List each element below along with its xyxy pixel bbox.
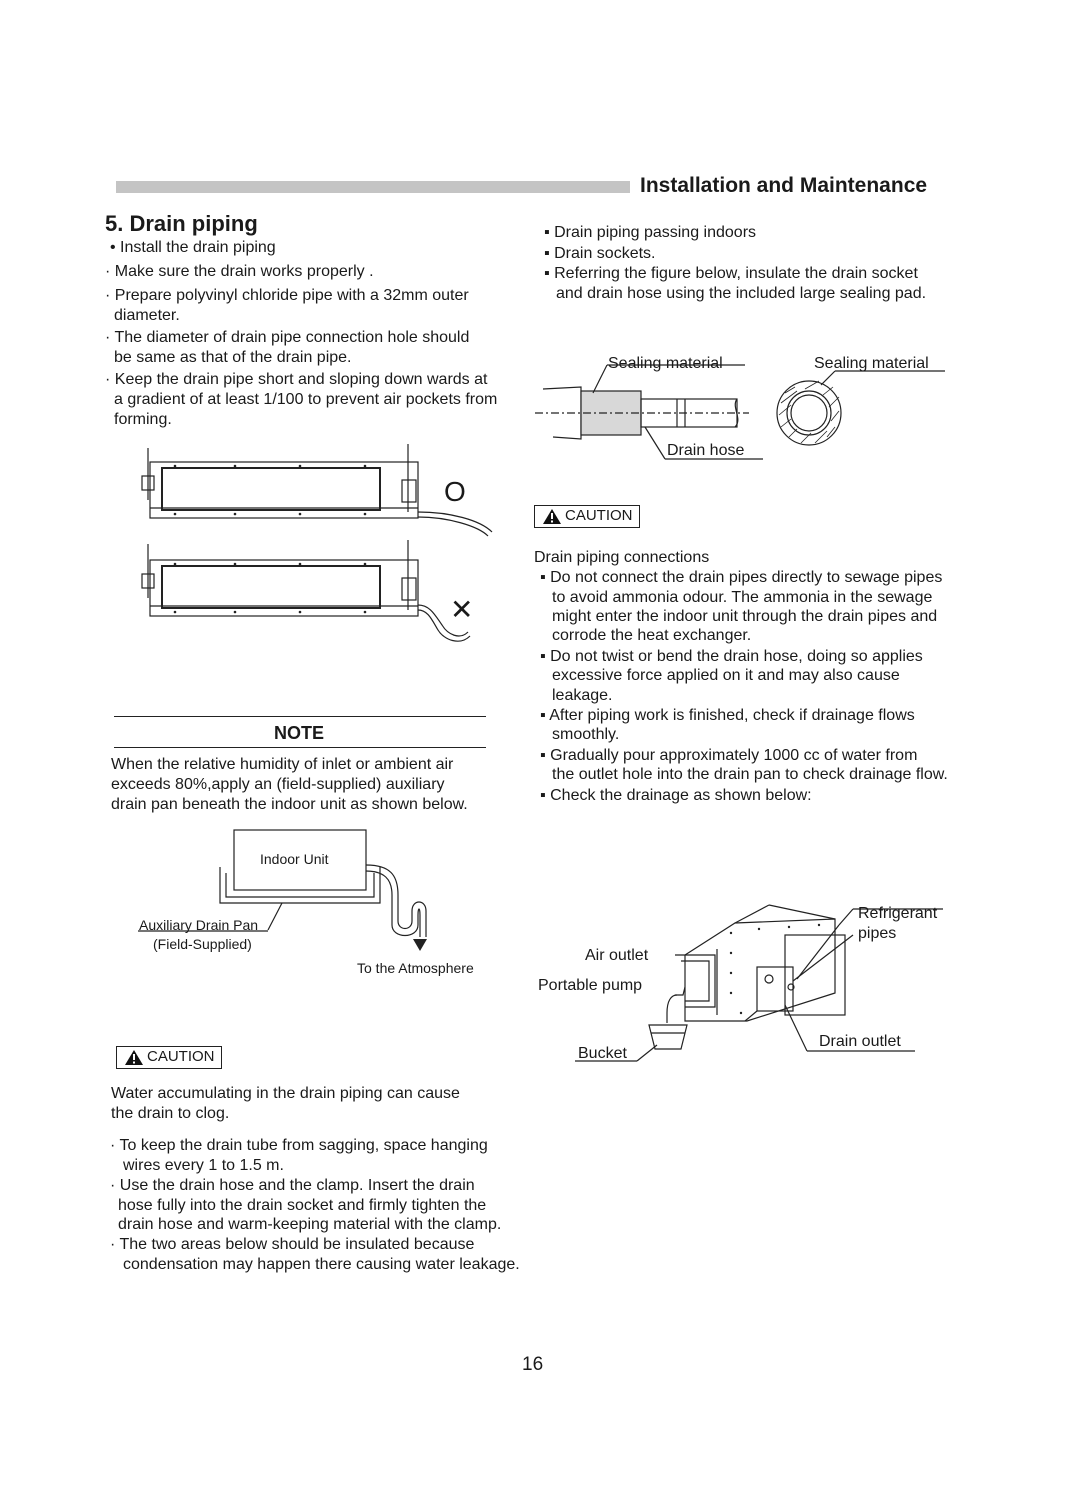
note-title: NOTE (274, 723, 325, 743)
caution-left-item-1: · To keep the drain tube from sagging, space hanging (110, 1137, 488, 1154)
caution-right-item-1c: might enter the indoor unit through the drain pipes and (552, 608, 938, 625)
atmosphere-label: To the Atmosphere (357, 960, 474, 976)
caution-right-item-4b: the outlet hole into the drain pan to check drainage flow. (552, 766, 948, 783)
left-item-1: • Install the drain piping (110, 239, 276, 256)
caution-left-item-3b: condensation may happen there causing water leakage. (123, 1256, 520, 1273)
left-item-4b: be same as that of the drain pipe. (114, 349, 352, 366)
note-rule-top (114, 716, 486, 717)
caution-left-item-1b: wires every 1 to 1.5 m. (123, 1157, 284, 1174)
left-item-5b: a gradient of at least 1/100 to prevent air pockets from (114, 391, 498, 408)
note-line-3: drain pan beneath the indoor unit as shown below. (111, 796, 468, 813)
ok-symbol: O (444, 476, 466, 507)
caution-left-intro-2: the drain to clog. (111, 1105, 230, 1122)
left-item-2: · Make sure the drain works properly . (105, 263, 374, 280)
caution-right-item-1d: corrode the heat exchanger. (552, 627, 752, 644)
caution-left-item-2c: drain hose and warm-keeping material with the clamp. (118, 1216, 502, 1233)
right-item-3b: and drain hose using the included large sealing pad. (556, 285, 927, 302)
warning-icon (543, 509, 561, 524)
bucket-label: Bucket (578, 1045, 627, 1062)
drain-slope-figure (130, 440, 500, 650)
note-line-2: exceeds 80%,apply an (field-supplied) auxiliary (111, 776, 445, 793)
right-item-1: ▪ Drain piping passing indoors (544, 224, 757, 241)
caution-right-item-2: ▪ Do not twist or bend the drain hose, doing so applies (540, 648, 923, 665)
left-item-5c: forming. (114, 411, 172, 428)
section-title: 5. Drain piping (105, 211, 258, 236)
ng-symbol: ✕ (450, 594, 474, 625)
right-item-3: ▪ Referring the figure below, insulate the drain socket (544, 265, 918, 282)
aux-pan-label: Auxiliary Drain Pan (139, 917, 259, 933)
caution-right-item-1b: to avoid ammonia odour. The ammonia in the sewage (552, 589, 933, 606)
note-line-1: When the relative humidity of inlet or ambient air (111, 756, 454, 773)
caution-badge-right (534, 505, 640, 528)
indoor-unit-label: Indoor Unit (260, 851, 329, 867)
air-outlet-label: Air outlet (585, 947, 649, 964)
page-number: 16 (522, 1354, 544, 1375)
caution-right-heading: Drain piping connections (534, 549, 710, 566)
refrigerant-label: Refrigerant (858, 905, 938, 922)
drain-outlet-label: Drain outlet (819, 1033, 901, 1050)
header-bar (116, 181, 630, 193)
caution-right-item-2b: excessive force applied on it and may also cause (552, 667, 900, 684)
header-title: Installation and Maintenance (640, 174, 928, 197)
left-item-5: · Keep the drain pipe short and sloping down wards at (105, 371, 488, 388)
portable-pump-label: Portable pump (538, 977, 643, 994)
left-item-4: · The diameter of drain pipe connection hole should (105, 329, 470, 346)
left-item-3: · Prepare polyvinyl chloride pipe with a 32mm outer (105, 287, 469, 304)
warning-icon (125, 1050, 143, 1065)
note-rule-bottom (114, 747, 486, 748)
caution-right-item-5: ▪ Check the drainage as shown below: (540, 787, 812, 804)
caution-label-left: CAUTION (147, 1048, 215, 1065)
sealing-material-label-1: Sealing material (608, 355, 723, 372)
pipes-label: pipes (858, 925, 897, 942)
sealing-material-label-2: Sealing material (814, 355, 929, 372)
caution-left-intro-1: Water accumulating in the drain piping can cause (111, 1085, 460, 1102)
caution-left-item-2: · Use the drain hose and the clamp. Insert the drain (110, 1177, 475, 1194)
right-item-2: ▪ Drain sockets. (544, 245, 656, 262)
caution-right-item-3b: smoothly. (552, 726, 620, 743)
caution-badge-left (116, 1046, 222, 1069)
field-supplied-label: (Field-Supplied) (153, 936, 252, 952)
left-item-3b: diameter. (114, 307, 180, 324)
caution-label-right: CAUTION (565, 507, 633, 524)
caution-left-item-2b: hose fully into the drain socket and firmly tighten the (118, 1197, 487, 1214)
caution-right-item-2c: leakage. (552, 687, 613, 704)
caution-left-item-3: · The two areas below should be insulated because (110, 1236, 475, 1253)
drain-hose-label: Drain hose (667, 442, 745, 459)
caution-right-item-1: ▪ Do not connect the drain pipes directly to sewage pipes (540, 569, 943, 586)
caution-right-item-3: ▪ After piping work is finished, check if drainage flows (540, 707, 915, 724)
caution-right-item-4: ▪ Gradually pour approximately 1000 cc of water from (540, 747, 918, 764)
